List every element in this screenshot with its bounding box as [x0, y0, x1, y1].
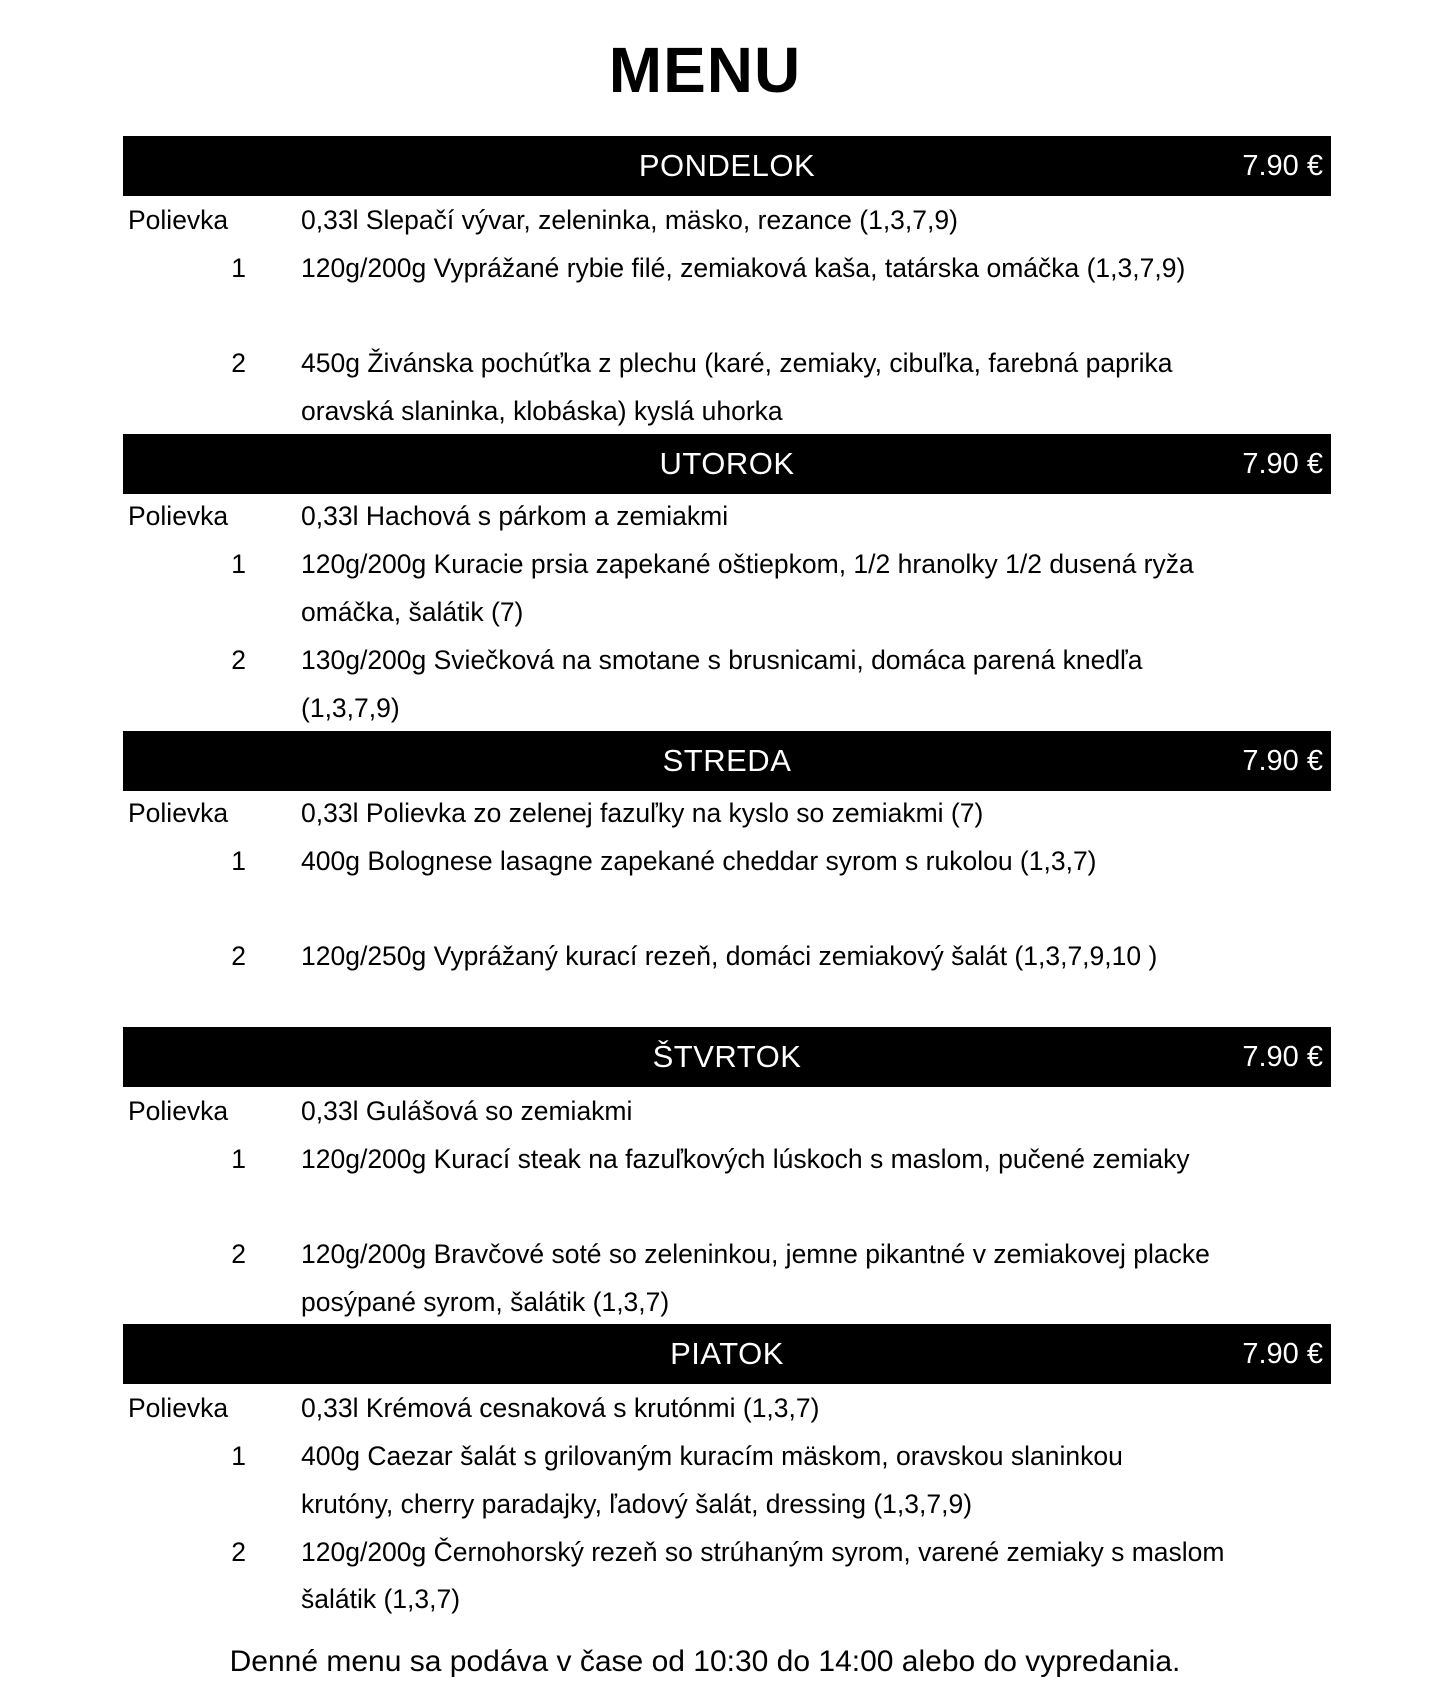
soup-label: Polievka: [128, 205, 229, 235]
day-price: 7.90 €: [1242, 1041, 1323, 1073]
day-header-piatok: [123, 1324, 1331, 1384]
dish-number: 1: [231, 846, 246, 876]
dish-text: posýpané syrom, šalátik (1,3,7): [301, 1287, 670, 1317]
day-header-pondelok: [123, 136, 1331, 196]
day-header-streda: [123, 731, 1331, 791]
dish-text: omáčka, šalátik (7): [301, 597, 524, 627]
dish-number: 2: [231, 1239, 246, 1269]
dish-text: 120g/200g Černohorský rezeň so strúhaným syrom, varené zemiaky s maslom: [301, 1537, 1225, 1567]
dish-text: 120g/200g Kuracie prsia zapekané oštiepkom, 1/2 hranolky 1/2 dusená ryža: [301, 549, 1194, 579]
dish-text: 450g Živánska pochúťka z plechu (karé, zemiaky, cibuľka, farebná paprika: [301, 348, 1173, 378]
day-name: ŠTVRTOK: [652, 1039, 802, 1074]
soup-text: 0,33l Krémová cesnaková s krutónmi (1,3,7): [301, 1393, 820, 1423]
day-header-utorok: [123, 434, 1331, 494]
dish-text: oravská slaninka, klobáska) kyslá uhorka: [301, 396, 783, 426]
dish-text: 120g/200g Vyprážané rybie filé, zemiaková kaša, tatárska omáčka (1,3,7,9): [301, 253, 1186, 283]
soup-label: Polievka: [128, 1096, 229, 1126]
serving-hours-note: Denné menu sa podáva v čase od 10:30 do 14:00 alebo do vypredania.: [229, 1645, 1181, 1678]
dish-number: 1: [231, 1144, 246, 1174]
day-price: 7.90 €: [1242, 448, 1323, 480]
dish-text: 120g/200g Kurací steak na fazuľkových lúskoch s maslom, pučené zemiaky: [301, 1144, 1190, 1174]
dish-number: 1: [231, 1441, 246, 1471]
dish-text: (1,3,7,9): [301, 693, 400, 723]
dish-text: 120g/250g Vyprážaný kurací rezeň, domáci zemiakový šalát (1,3,7,9,10 ): [301, 941, 1158, 971]
dish-number: 2: [231, 645, 246, 675]
menu-title: MENU: [608, 34, 802, 106]
soup-text: 0,33l Hachová s párkom a zemiakmi: [301, 501, 729, 531]
dish-text: krutóny, cherry paradajky, ľadový šalát, dressing (1,3,7,9): [301, 1489, 973, 1519]
day-name: PIATOK: [670, 1336, 784, 1371]
soup-label: Polievka: [128, 1393, 229, 1423]
dish-text: šalátik (1,3,7): [301, 1584, 461, 1614]
day-price: 7.90 €: [1242, 745, 1323, 777]
soup-text: 0,33l Gulášová so zemiakmi: [301, 1096, 633, 1126]
dish-text: 400g Caezar šalát s grilovaným kuracím mäskom, oravskou slaninkou: [301, 1441, 1123, 1471]
soup-text: 0,33l Slepačí vývar, zeleninka, mäsko, rezance (1,3,7,9): [301, 205, 958, 235]
dish-text: 120g/200g Bravčové soté so zeleninkou, jemne pikantné v zemiakovej placke: [301, 1239, 1210, 1269]
day-header-stvrtok: [123, 1027, 1331, 1087]
dish-text: 400g Bolognese lasagne zapekané cheddar syrom s rukolou (1,3,7): [301, 846, 1097, 876]
day-price: 7.90 €: [1242, 150, 1323, 182]
day-name: UTOROK: [659, 446, 795, 481]
day-name: PONDELOK: [638, 148, 816, 183]
dish-text: 130g/200g Sviečková na smotane s brusnicami, domáca parená knedľa: [301, 645, 1143, 675]
soup-text: 0,33l Polievka zo zelenej fazuľky na kyslo so zemiakmi (7): [301, 798, 984, 828]
dish-number: 2: [231, 1537, 246, 1567]
dish-number: 1: [231, 253, 246, 283]
soup-label: Polievka: [128, 501, 229, 531]
dish-number: 1: [231, 549, 246, 579]
soup-label: Polievka: [128, 798, 229, 828]
dish-number: 2: [231, 348, 246, 378]
dish-number: 2: [231, 941, 246, 971]
day-name: STREDA: [662, 743, 792, 778]
day-price: 7.90 €: [1242, 1338, 1323, 1370]
